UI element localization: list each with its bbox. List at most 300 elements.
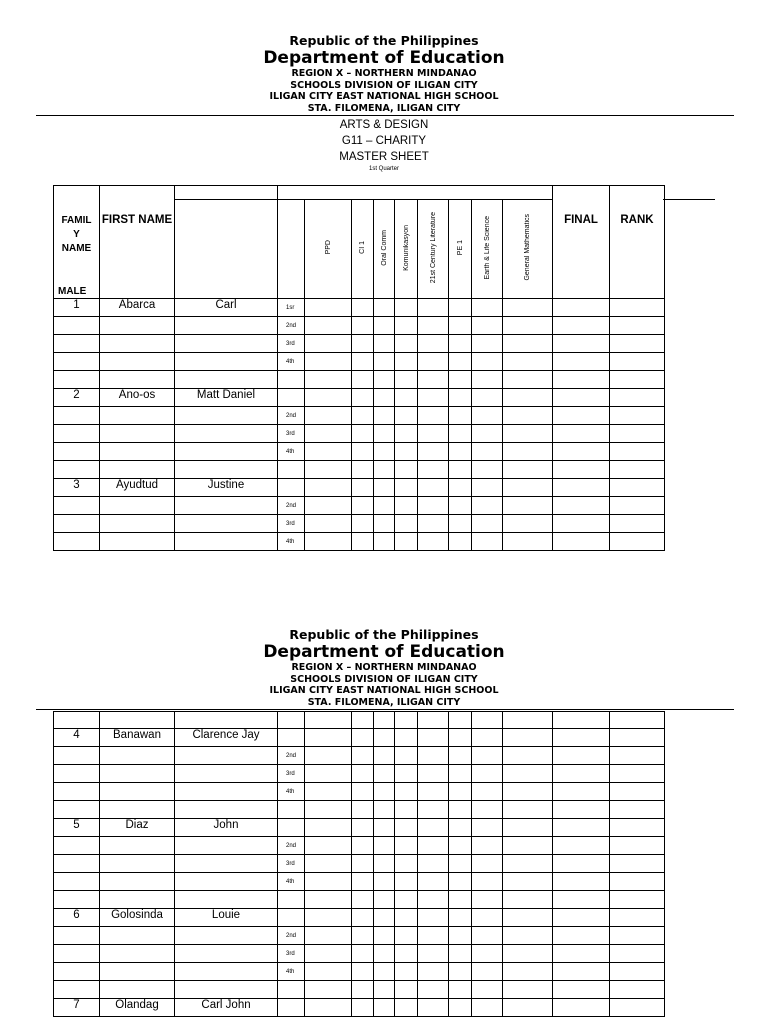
grade-cell[interactable] xyxy=(100,927,175,945)
grade-cell[interactable] xyxy=(352,443,374,461)
grade-cell[interactable] xyxy=(352,497,374,515)
grade-cell[interactable] xyxy=(418,873,449,891)
grade-cell[interactable] xyxy=(305,299,352,317)
grade-cell[interactable] xyxy=(352,999,374,1017)
grade-cell[interactable] xyxy=(503,765,553,783)
grade-cell[interactable] xyxy=(305,371,352,389)
grade-cell[interactable] xyxy=(352,515,374,533)
grade-cell[interactable] xyxy=(305,819,352,837)
grade-cell[interactable] xyxy=(100,533,175,551)
grade-cell[interactable] xyxy=(305,317,352,335)
grade-cell[interactable] xyxy=(472,801,503,819)
grade-cell[interactable] xyxy=(449,963,472,981)
grade-cell[interactable] xyxy=(449,515,472,533)
grade-cell[interactable] xyxy=(418,335,449,353)
grade-cell[interactable] xyxy=(374,353,395,371)
grade-cell[interactable] xyxy=(352,533,374,551)
grade-cell[interactable] xyxy=(54,945,100,963)
grade-cell[interactable] xyxy=(100,497,175,515)
grade-cell[interactable] xyxy=(418,299,449,317)
grade-cell[interactable] xyxy=(553,981,610,999)
grade-cell[interactable] xyxy=(503,317,553,335)
grade-cell[interactable] xyxy=(305,981,352,999)
grade-cell[interactable] xyxy=(352,927,374,945)
grade-cell[interactable] xyxy=(374,927,395,945)
grade-cell[interactable] xyxy=(54,783,100,801)
grade-cell[interactable] xyxy=(352,873,374,891)
grade-cell[interactable] xyxy=(503,515,553,533)
grade-cell[interactable] xyxy=(503,497,553,515)
grade-cell[interactable] xyxy=(374,999,395,1017)
grade-cell[interactable] xyxy=(395,891,418,909)
grade-cell[interactable] xyxy=(553,389,610,407)
grade-cell[interactable] xyxy=(395,945,418,963)
grade-cell[interactable] xyxy=(175,747,278,765)
grade-cell[interactable] xyxy=(503,927,553,945)
grade-cell[interactable] xyxy=(352,909,374,927)
grade-cell[interactable] xyxy=(54,873,100,891)
grade-cell[interactable] xyxy=(449,371,472,389)
grade-cell[interactable] xyxy=(418,819,449,837)
grade-cell[interactable] xyxy=(395,963,418,981)
grade-cell[interactable] xyxy=(610,389,665,407)
grade-cell[interactable] xyxy=(449,783,472,801)
grade-cell[interactable] xyxy=(54,425,100,443)
grade-cell[interactable] xyxy=(449,497,472,515)
grade-cell[interactable] xyxy=(449,999,472,1017)
grade-cell[interactable] xyxy=(374,747,395,765)
grade-cell[interactable] xyxy=(54,461,100,479)
grade-cell[interactable] xyxy=(374,819,395,837)
grade-cell[interactable] xyxy=(352,747,374,765)
grade-cell[interactable] xyxy=(418,801,449,819)
grade-cell[interactable] xyxy=(395,801,418,819)
grade-cell[interactable] xyxy=(610,747,665,765)
grade-cell[interactable] xyxy=(352,407,374,425)
grade-cell[interactable] xyxy=(553,999,610,1017)
grade-cell[interactable] xyxy=(472,729,503,747)
grade-cell[interactable] xyxy=(553,425,610,443)
grade-cell[interactable] xyxy=(553,317,610,335)
grade-cell[interactable] xyxy=(305,497,352,515)
grade-cell[interactable] xyxy=(100,765,175,783)
grade-cell[interactable] xyxy=(352,479,374,497)
grade-cell[interactable] xyxy=(395,729,418,747)
grade-cell[interactable] xyxy=(395,819,418,837)
grade-cell[interactable] xyxy=(374,425,395,443)
grade-cell[interactable] xyxy=(352,963,374,981)
grade-cell[interactable] xyxy=(395,981,418,999)
grade-cell[interactable] xyxy=(610,927,665,945)
grade-cell[interactable] xyxy=(503,533,553,551)
grade-cell[interactable] xyxy=(449,479,472,497)
grade-cell[interactable] xyxy=(352,353,374,371)
grade-cell[interactable] xyxy=(610,497,665,515)
grade-cell[interactable] xyxy=(418,963,449,981)
grade-cell[interactable] xyxy=(449,425,472,443)
grade-cell[interactable] xyxy=(54,855,100,873)
grade-cell[interactable] xyxy=(374,533,395,551)
grade-cell[interactable] xyxy=(352,425,374,443)
grade-cell[interactable] xyxy=(395,407,418,425)
grade-cell[interactable] xyxy=(305,747,352,765)
grade-cell[interactable] xyxy=(503,963,553,981)
grade-cell[interactable] xyxy=(395,335,418,353)
grade-cell[interactable] xyxy=(553,443,610,461)
grade-cell[interactable] xyxy=(395,999,418,1017)
grade-cell[interactable] xyxy=(503,389,553,407)
grade-cell[interactable] xyxy=(610,479,665,497)
grade-cell[interactable] xyxy=(374,299,395,317)
grade-cell[interactable] xyxy=(418,765,449,783)
grade-cell[interactable] xyxy=(610,533,665,551)
grade-cell[interactable] xyxy=(395,317,418,335)
grade-cell[interactable] xyxy=(175,945,278,963)
grade-cell[interactable] xyxy=(449,981,472,999)
grade-cell[interactable] xyxy=(54,891,100,909)
grade-cell[interactable] xyxy=(395,515,418,533)
grade-cell[interactable] xyxy=(352,801,374,819)
grade-cell[interactable] xyxy=(54,747,100,765)
grade-cell[interactable] xyxy=(553,335,610,353)
grade-cell[interactable] xyxy=(610,963,665,981)
grade-cell[interactable] xyxy=(418,891,449,909)
grade-cell[interactable] xyxy=(610,873,665,891)
grade-cell[interactable] xyxy=(305,855,352,873)
grade-cell[interactable] xyxy=(503,335,553,353)
grade-cell[interactable] xyxy=(395,837,418,855)
grade-cell[interactable] xyxy=(449,747,472,765)
grade-cell[interactable] xyxy=(175,765,278,783)
grade-cell[interactable] xyxy=(449,855,472,873)
grade-cell[interactable] xyxy=(175,891,278,909)
grade-cell[interactable] xyxy=(305,837,352,855)
grade-cell[interactable] xyxy=(374,891,395,909)
grade-cell[interactable] xyxy=(610,353,665,371)
grade-cell[interactable] xyxy=(610,515,665,533)
grade-cell[interactable] xyxy=(54,515,100,533)
grade-cell[interactable] xyxy=(175,371,278,389)
grade-cell[interactable] xyxy=(54,353,100,371)
grade-cell[interactable] xyxy=(352,819,374,837)
grade-cell[interactable] xyxy=(175,837,278,855)
grade-cell[interactable] xyxy=(175,783,278,801)
grade-cell[interactable] xyxy=(374,855,395,873)
grade-cell[interactable] xyxy=(472,353,503,371)
grade-cell[interactable] xyxy=(472,443,503,461)
grade-cell[interactable] xyxy=(472,999,503,1017)
grade-cell[interactable] xyxy=(610,999,665,1017)
grade-cell[interactable] xyxy=(503,407,553,425)
grade-cell[interactable] xyxy=(610,909,665,927)
grade-cell[interactable] xyxy=(610,783,665,801)
grade-cell[interactable] xyxy=(305,479,352,497)
grade-cell[interactable] xyxy=(553,837,610,855)
grade-cell[interactable] xyxy=(54,765,100,783)
grade-cell[interactable] xyxy=(449,407,472,425)
grade-cell[interactable] xyxy=(54,533,100,551)
grade-cell[interactable] xyxy=(374,389,395,407)
grade-cell[interactable] xyxy=(472,371,503,389)
grade-cell[interactable] xyxy=(418,533,449,551)
grade-cell[interactable] xyxy=(553,945,610,963)
grade-cell[interactable] xyxy=(352,317,374,335)
grade-cell[interactable] xyxy=(503,443,553,461)
grade-cell[interactable] xyxy=(449,533,472,551)
grade-cell[interactable] xyxy=(418,443,449,461)
grade-cell[interactable] xyxy=(54,963,100,981)
grade-cell[interactable] xyxy=(472,909,503,927)
grade-cell[interactable] xyxy=(472,945,503,963)
grade-cell[interactable] xyxy=(610,335,665,353)
grade-cell[interactable] xyxy=(54,497,100,515)
grade-cell[interactable] xyxy=(352,461,374,479)
grade-cell[interactable] xyxy=(54,927,100,945)
grade-cell[interactable] xyxy=(305,765,352,783)
grade-cell[interactable] xyxy=(175,317,278,335)
grade-cell[interactable] xyxy=(175,443,278,461)
grade-cell[interactable] xyxy=(553,963,610,981)
grade-cell[interactable] xyxy=(449,461,472,479)
grade-cell[interactable] xyxy=(305,891,352,909)
grade-cell[interactable] xyxy=(503,783,553,801)
grade-cell[interactable] xyxy=(374,909,395,927)
grade-cell[interactable] xyxy=(175,873,278,891)
grade-cell[interactable] xyxy=(610,443,665,461)
grade-cell[interactable] xyxy=(553,497,610,515)
grade-cell[interactable] xyxy=(449,801,472,819)
grade-cell[interactable] xyxy=(553,855,610,873)
grade-cell[interactable] xyxy=(610,891,665,909)
grade-cell[interactable] xyxy=(305,515,352,533)
grade-cell[interactable] xyxy=(472,461,503,479)
grade-cell[interactable] xyxy=(418,371,449,389)
grade-cell[interactable] xyxy=(374,945,395,963)
grade-cell[interactable] xyxy=(610,945,665,963)
grade-cell[interactable] xyxy=(305,461,352,479)
grade-cell[interactable] xyxy=(100,407,175,425)
grade-cell[interactable] xyxy=(553,479,610,497)
grade-cell[interactable] xyxy=(553,891,610,909)
grade-cell[interactable] xyxy=(175,927,278,945)
grade-cell[interactable] xyxy=(503,479,553,497)
grade-cell[interactable] xyxy=(610,461,665,479)
grade-cell[interactable] xyxy=(472,425,503,443)
grade-cell[interactable] xyxy=(553,909,610,927)
grade-cell[interactable] xyxy=(374,443,395,461)
grade-cell[interactable] xyxy=(610,729,665,747)
grade-cell[interactable] xyxy=(553,515,610,533)
grade-cell[interactable] xyxy=(472,479,503,497)
grade-cell[interactable] xyxy=(305,963,352,981)
grade-cell[interactable] xyxy=(610,855,665,873)
grade-cell[interactable] xyxy=(100,855,175,873)
grade-cell[interactable] xyxy=(54,335,100,353)
grade-cell[interactable] xyxy=(374,335,395,353)
grade-cell[interactable] xyxy=(472,927,503,945)
grade-cell[interactable] xyxy=(395,479,418,497)
grade-cell[interactable] xyxy=(374,801,395,819)
grade-cell[interactable] xyxy=(395,747,418,765)
grade-cell[interactable] xyxy=(503,837,553,855)
grade-cell[interactable] xyxy=(418,479,449,497)
grade-cell[interactable] xyxy=(352,299,374,317)
grade-cell[interactable] xyxy=(100,837,175,855)
grade-cell[interactable] xyxy=(374,317,395,335)
grade-cell[interactable] xyxy=(472,855,503,873)
grade-cell[interactable] xyxy=(395,389,418,407)
grade-cell[interactable] xyxy=(100,353,175,371)
grade-cell[interactable] xyxy=(418,999,449,1017)
grade-cell[interactable] xyxy=(374,479,395,497)
grade-cell[interactable] xyxy=(418,515,449,533)
grade-cell[interactable] xyxy=(352,945,374,963)
grade-cell[interactable] xyxy=(449,819,472,837)
grade-cell[interactable] xyxy=(305,389,352,407)
grade-cell[interactable] xyxy=(472,389,503,407)
grade-cell[interactable] xyxy=(610,819,665,837)
grade-cell[interactable] xyxy=(395,497,418,515)
grade-cell[interactable] xyxy=(449,765,472,783)
grade-cell[interactable] xyxy=(503,729,553,747)
grade-cell[interactable] xyxy=(503,353,553,371)
grade-cell[interactable] xyxy=(472,335,503,353)
grade-cell[interactable] xyxy=(305,801,352,819)
grade-cell[interactable] xyxy=(374,407,395,425)
grade-cell[interactable] xyxy=(100,425,175,443)
grade-cell[interactable] xyxy=(100,891,175,909)
grade-cell[interactable] xyxy=(175,981,278,999)
grade-cell[interactable] xyxy=(449,945,472,963)
grade-cell[interactable] xyxy=(418,353,449,371)
grade-cell[interactable] xyxy=(374,497,395,515)
grade-cell[interactable] xyxy=(472,837,503,855)
grade-cell[interactable] xyxy=(352,335,374,353)
grade-cell[interactable] xyxy=(503,801,553,819)
grade-cell[interactable] xyxy=(395,855,418,873)
grade-cell[interactable] xyxy=(374,371,395,389)
grade-cell[interactable] xyxy=(100,747,175,765)
grade-cell[interactable] xyxy=(352,729,374,747)
grade-cell[interactable] xyxy=(472,299,503,317)
grade-cell[interactable] xyxy=(374,873,395,891)
grade-cell[interactable] xyxy=(418,855,449,873)
grade-cell[interactable] xyxy=(418,317,449,335)
grade-cell[interactable] xyxy=(100,443,175,461)
grade-cell[interactable] xyxy=(449,873,472,891)
grade-cell[interactable] xyxy=(449,389,472,407)
grade-cell[interactable] xyxy=(553,927,610,945)
grade-cell[interactable] xyxy=(503,747,553,765)
grade-cell[interactable] xyxy=(503,371,553,389)
grade-cell[interactable] xyxy=(175,407,278,425)
grade-cell[interactable] xyxy=(449,353,472,371)
grade-cell[interactable] xyxy=(449,909,472,927)
grade-cell[interactable] xyxy=(610,317,665,335)
grade-cell[interactable] xyxy=(553,801,610,819)
grade-cell[interactable] xyxy=(503,819,553,837)
grade-cell[interactable] xyxy=(175,855,278,873)
grade-cell[interactable] xyxy=(395,783,418,801)
grade-cell[interactable] xyxy=(175,335,278,353)
grade-cell[interactable] xyxy=(352,891,374,909)
grade-cell[interactable] xyxy=(54,837,100,855)
grade-cell[interactable] xyxy=(449,891,472,909)
grade-cell[interactable] xyxy=(610,801,665,819)
grade-cell[interactable] xyxy=(449,729,472,747)
grade-cell[interactable] xyxy=(610,981,665,999)
grade-cell[interactable] xyxy=(395,353,418,371)
grade-cell[interactable] xyxy=(553,407,610,425)
grade-cell[interactable] xyxy=(305,729,352,747)
grade-cell[interactable] xyxy=(418,945,449,963)
grade-cell[interactable] xyxy=(100,783,175,801)
grade-cell[interactable] xyxy=(472,963,503,981)
grade-cell[interactable] xyxy=(395,873,418,891)
grade-cell[interactable] xyxy=(100,963,175,981)
grade-cell[interactable] xyxy=(395,299,418,317)
grade-cell[interactable] xyxy=(503,909,553,927)
grade-cell[interactable] xyxy=(100,945,175,963)
grade-cell[interactable] xyxy=(449,335,472,353)
grade-cell[interactable] xyxy=(305,909,352,927)
grade-cell[interactable] xyxy=(100,515,175,533)
grade-cell[interactable] xyxy=(418,461,449,479)
grade-cell[interactable] xyxy=(100,461,175,479)
grade-cell[interactable] xyxy=(472,981,503,999)
grade-cell[interactable] xyxy=(100,335,175,353)
grade-cell[interactable] xyxy=(395,371,418,389)
grade-cell[interactable] xyxy=(503,945,553,963)
grade-cell[interactable] xyxy=(449,837,472,855)
grade-cell[interactable] xyxy=(175,963,278,981)
grade-cell[interactable] xyxy=(352,837,374,855)
grade-cell[interactable] xyxy=(449,443,472,461)
grade-cell[interactable] xyxy=(175,533,278,551)
grade-cell[interactable] xyxy=(472,765,503,783)
grade-cell[interactable] xyxy=(395,443,418,461)
grade-cell[interactable] xyxy=(352,855,374,873)
grade-cell[interactable] xyxy=(305,335,352,353)
grade-cell[interactable] xyxy=(175,515,278,533)
grade-cell[interactable] xyxy=(553,873,610,891)
grade-cell[interactable] xyxy=(374,837,395,855)
grade-cell[interactable] xyxy=(305,407,352,425)
grade-cell[interactable] xyxy=(472,873,503,891)
grade-cell[interactable] xyxy=(503,855,553,873)
grade-cell[interactable] xyxy=(553,299,610,317)
grade-cell[interactable] xyxy=(472,497,503,515)
grade-cell[interactable] xyxy=(418,729,449,747)
grade-cell[interactable] xyxy=(54,407,100,425)
grade-cell[interactable] xyxy=(472,819,503,837)
grade-cell[interactable] xyxy=(374,963,395,981)
grade-cell[interactable] xyxy=(418,747,449,765)
grade-cell[interactable] xyxy=(352,371,374,389)
grade-cell[interactable] xyxy=(305,873,352,891)
grade-cell[interactable] xyxy=(175,801,278,819)
grade-cell[interactable] xyxy=(449,299,472,317)
grade-cell[interactable] xyxy=(54,801,100,819)
grade-cell[interactable] xyxy=(374,461,395,479)
grade-cell[interactable] xyxy=(610,425,665,443)
grade-cell[interactable] xyxy=(305,783,352,801)
grade-cell[interactable] xyxy=(374,729,395,747)
grade-cell[interactable] xyxy=(553,371,610,389)
grade-cell[interactable] xyxy=(175,461,278,479)
grade-cell[interactable] xyxy=(395,765,418,783)
grade-cell[interactable] xyxy=(553,783,610,801)
